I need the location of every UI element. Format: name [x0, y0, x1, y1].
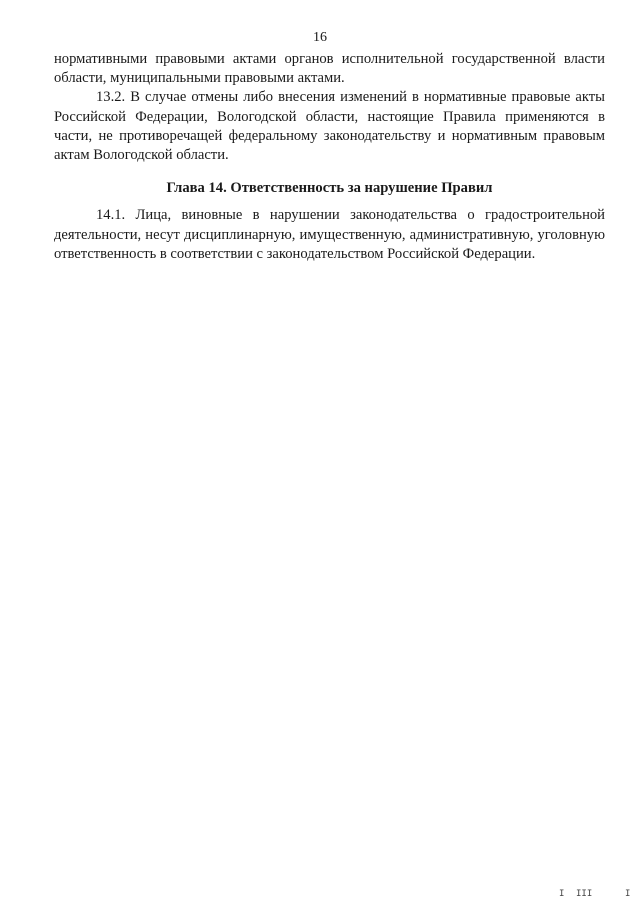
footer-mark: I	[559, 889, 565, 899]
paragraph-13-2: 13.2. В случае отмены либо внесения изменений в нормативные правовые акты Российской Федерации, Вологодской области, настоящие Правила применяются в части, не противоречащей федеральному законодательству и нормативным правовым актам Вологодской области.	[54, 89, 605, 164]
footer-mark: I	[625, 889, 631, 899]
footer-mark: III	[576, 889, 593, 899]
paragraph-14-1: 14.1. Лица, виновные в нарушении законодательства о градостроительной деятельности, несут дисциплинарную, имущественную, административную, уголовную ответственность в соответствии с законодательством Российской Федерации.	[54, 207, 605, 262]
chapter-heading: Глава 14. Ответственность за нарушение Правил	[166, 180, 493, 197]
page-number: 16	[313, 30, 327, 45]
document-body	[54, 50, 605, 264]
paragraph-continuation: нормативными правовыми актами органов исполнительной государственной власти области, муниципальными правовыми актами.	[54, 51, 605, 87]
